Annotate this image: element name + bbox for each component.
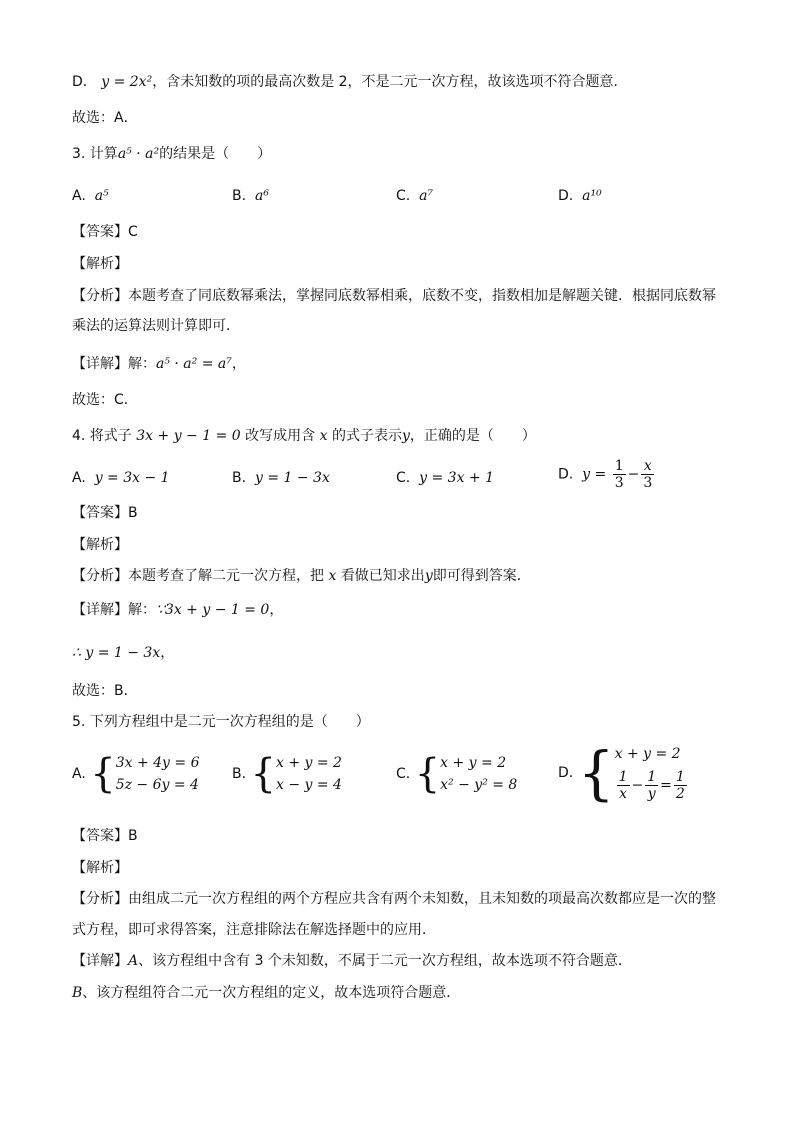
left-brace: { [577, 739, 615, 807]
stem-text: 改写成用含 [245, 428, 316, 444]
option-label: D． [72, 74, 97, 90]
detail-text: 、该方程组符合二元一次方程组的定义，故本选项符合题意． [82, 985, 461, 1001]
punctuation: ， [160, 645, 175, 661]
q3-jiexi: 【解析】 [72, 256, 128, 272]
equation: x − y = 4 [275, 777, 342, 793]
q4-option-a [72, 468, 170, 488]
math-expression: ∴ y = 1 − 3x [72, 645, 161, 661]
q5-detail-b [72, 983, 460, 1003]
stem-text: 的式子表示 [331, 428, 402, 444]
equation: 5z − 6y = 4 [115, 777, 199, 793]
q5-option-b [232, 752, 342, 796]
math-variable: x [319, 428, 328, 444]
math-expression: 3x + y − 1 = 0 [136, 428, 241, 444]
option-label: A. [72, 470, 86, 486]
fraction [613, 458, 626, 491]
numerator: 1 [618, 768, 628, 785]
option-label: A. [72, 766, 86, 782]
numerator: x [641, 458, 654, 475]
math-expression: a⁵ · a² = a⁷ [156, 356, 232, 372]
option-label: C. [396, 470, 411, 486]
equals-sign: = [660, 777, 672, 793]
option-label: D. [558, 765, 574, 781]
q4-option-b [232, 468, 330, 488]
q5-analysis-line1: 【分析】由组成二元一次方程组的两个方程应共含有两个未知数，且未知数的项最高次数都应是一次的整 [72, 891, 716, 907]
math-variable: y [401, 428, 410, 444]
analysis-text: 看做已知求出 [340, 568, 425, 584]
option-label: C. [396, 766, 411, 782]
denominator: y [647, 785, 656, 802]
fraction [641, 458, 654, 491]
q3-option-a [72, 186, 109, 206]
punctuation: ， [269, 602, 284, 618]
equation-system [116, 752, 200, 796]
option-label: B. [232, 188, 247, 204]
q3-option-c [396, 186, 433, 206]
explanation-text: ，含未知数的项的最高次数是 2，不是二元一次方程，故该选项不符合题意． [152, 74, 628, 90]
numerator: 1 [614, 458, 624, 474]
equation: x + y = 2 [275, 755, 342, 771]
fraction [645, 769, 658, 802]
math-variable: x [328, 568, 337, 584]
denominator: x [619, 785, 627, 802]
equation: x² − y² = 8 [440, 777, 518, 793]
q3-option-b [232, 186, 269, 206]
math-expression: a⁷ [419, 188, 434, 204]
q3-select: 故选：C． [72, 392, 138, 408]
math-expression: a¹⁰ [582, 188, 602, 204]
denominator: 2 [675, 785, 685, 802]
q3-detail [72, 354, 246, 374]
numerator: 1 [675, 768, 685, 785]
q5-option-c [396, 752, 517, 796]
left-brace: { [414, 751, 441, 797]
option-label: D. [558, 466, 574, 483]
minus-sign: − [631, 777, 644, 793]
left-brace: { [250, 751, 276, 797]
detail-label: 【详解】解： [72, 602, 156, 618]
q5-stem: 5. 下列方程组中是二元一次方程组的是（ ） [72, 714, 370, 730]
fraction [674, 769, 687, 802]
q5-option-a [72, 752, 199, 796]
q4-jiexi: 【解析】 [72, 537, 128, 553]
denominator: 3 [643, 475, 653, 491]
math-expression: y = [582, 466, 607, 483]
q3-analysis-line1: 【分析】本题考查了同底数幂乘法，掌握同底数幂相乘，底数不变，指数相加是解题关键．根据同底数幂 [72, 288, 716, 304]
q3-answer: 【答案】C [72, 224, 138, 240]
detail-label: 【详解】解： [72, 356, 156, 372]
q4-option-c [396, 468, 494, 488]
math-expression: y = 1 − 3x [254, 470, 330, 486]
q5-option-d [558, 739, 689, 807]
q4-answer: 【答案】B [72, 505, 138, 521]
q4-detail [72, 600, 283, 620]
option-label: B. [232, 766, 247, 782]
equation-system [276, 752, 342, 796]
q5-answer: 【答案】B [72, 828, 138, 844]
math-expression: a⁵ · a² [117, 146, 160, 162]
detail-label: 【详解】 [72, 953, 128, 969]
equation [615, 769, 689, 802]
option-label: C. [396, 188, 411, 204]
q3-option-d [558, 186, 602, 206]
q4-therefore [72, 643, 174, 663]
stem-text: 3. 计算 [72, 146, 118, 162]
option-label: D. [558, 188, 574, 204]
option-label: A. [72, 188, 86, 204]
q3-analysis-line2: 乘法的运算法则计算即可． [72, 318, 240, 334]
option-letter: B [72, 985, 83, 1001]
equation-system [440, 752, 517, 796]
math-expression: y = 3x − 1 [94, 470, 170, 486]
equation: x + y = 2 [440, 755, 507, 771]
fraction [617, 769, 630, 802]
punctuation: ， [231, 356, 246, 372]
minus-sign: − [627, 466, 640, 483]
stem-text: 4. 将式子 [72, 428, 132, 444]
option-label: B. [232, 470, 247, 486]
q2-option-d-line [72, 72, 628, 92]
q4-stem [72, 426, 536, 446]
math-expression: a⁵ [94, 188, 109, 204]
q5-analysis-line2: 式方程，即可求得答案，注意排除法在解选择题中的应用． [72, 922, 436, 938]
analysis-text: 即可得到答案． [432, 568, 531, 584]
analysis-text: 【分析】本题考查了解二元一次方程，把 [72, 568, 324, 584]
math-expression: y = 3x + 1 [419, 470, 495, 486]
numerator: 1 [647, 768, 657, 785]
math-variable: y [424, 568, 433, 584]
q4-select: 故选：B． [72, 683, 138, 699]
math-expression: ∵3x + y − 1 = 0 [156, 602, 270, 618]
equation: x + y = 2 [614, 745, 681, 762]
denominator: 3 [614, 475, 624, 491]
q5-detail-a [72, 951, 632, 971]
equation-system [615, 745, 689, 802]
q3-stem [72, 144, 271, 164]
math-expression: y = 2x² [101, 74, 153, 90]
detail-text: 、该方程组中含有 3 个未知数，不属于二元一次方程组，故本选项不符合题意． [138, 953, 632, 969]
q4-analysis [72, 566, 531, 586]
equation: 3x + 4y = 6 [115, 755, 200, 771]
stem-text: ，正确的是（ ） [409, 428, 536, 444]
q5-jiexi: 【解析】 [72, 860, 128, 876]
math-expression: a⁶ [254, 188, 269, 204]
q4-option-d [558, 458, 656, 491]
stem-text: 的结果是（ ） [159, 146, 272, 162]
left-brace: { [90, 751, 116, 797]
q2-select: 故选：A． [72, 110, 138, 126]
option-letter: A [128, 953, 139, 969]
